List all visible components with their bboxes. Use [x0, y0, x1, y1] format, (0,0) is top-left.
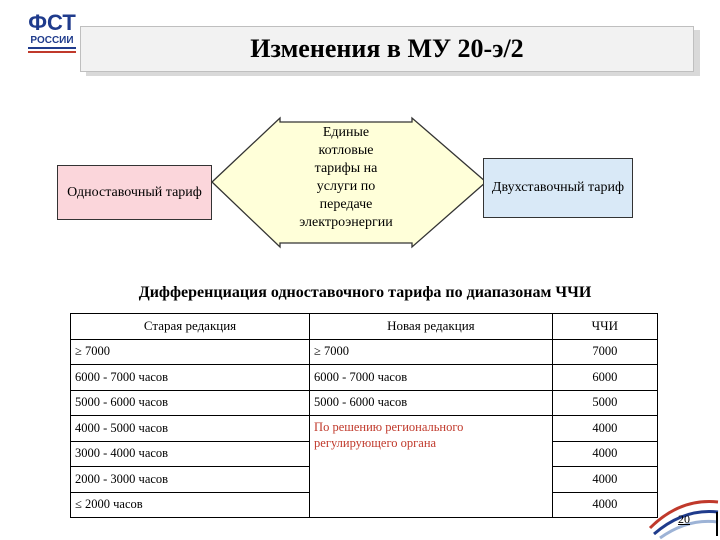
svg-text:РОССИИ: РОССИИ — [30, 35, 74, 46]
new-edition-cell: 6000 - 7000 часов — [310, 365, 553, 391]
new-edition-cell: 5000 - 6000 часов — [310, 390, 553, 416]
single-rate-tariff-label: Одноставочный тариф — [67, 184, 202, 200]
column-header: Старая редакция — [71, 314, 310, 340]
hours-cell: 6000 — [552, 365, 657, 391]
center-line: тарифы на — [314, 161, 378, 176]
old-edition-cell: ≥ 7000 — [71, 339, 310, 365]
center-line: котловые — [318, 143, 374, 158]
table-row — [71, 390, 658, 416]
page-title: Изменения в МУ 20-э/2 — [250, 34, 524, 63]
hours-cell: 4000 — [552, 492, 657, 518]
fst-logo — [20, 6, 84, 60]
differentiation-heading: Дифференциация одноставочного тарифа по диапазонам ЧЧИ — [138, 284, 592, 301]
old-edition-cell: 4000 - 5000 часов — [71, 416, 310, 442]
old-edition-cell: 5000 - 6000 часов — [71, 390, 310, 416]
table-row — [71, 416, 658, 442]
column-header: Новая редакция — [310, 314, 553, 340]
table-row — [71, 339, 658, 365]
corner-bar — [716, 512, 718, 536]
hours-cell: 4000 — [552, 441, 657, 467]
two-rate-tariff-label: Двухставочный тариф — [491, 180, 625, 196]
hours-cell: 5000 — [552, 390, 657, 416]
table-row — [71, 365, 658, 391]
page-number: 20 — [678, 512, 690, 526]
tariff-range-table — [70, 313, 658, 518]
table-header-row — [71, 314, 658, 340]
single-rate-tariff-box — [57, 165, 212, 220]
center-line: услуги по — [316, 179, 376, 194]
hours-cell: 4000 — [552, 467, 657, 493]
svg-text:ФСТ: ФСТ — [28, 10, 76, 35]
center-line: Единые — [322, 125, 370, 140]
hours-cell: 4000 — [552, 416, 657, 442]
column-header: ЧЧИ — [552, 314, 657, 340]
old-edition-cell: ≤ 2000 часов — [71, 492, 310, 518]
new-edition-cell: ≥ 7000 — [310, 339, 553, 365]
regional-decision-cell: По решению регионального регулирующего органа — [310, 416, 553, 518]
two-rate-tariff-box — [483, 158, 633, 218]
old-edition-cell: 6000 - 7000 часов — [71, 365, 310, 391]
old-edition-cell: 3000 - 4000 часов — [71, 441, 310, 467]
unified-tariffs-text — [280, 124, 412, 232]
center-line: электроэнергии — [299, 215, 393, 230]
hours-cell: 7000 — [552, 339, 657, 365]
center-line: передаче — [319, 197, 373, 212]
old-edition-cell: 2000 - 3000 часов — [71, 467, 310, 493]
